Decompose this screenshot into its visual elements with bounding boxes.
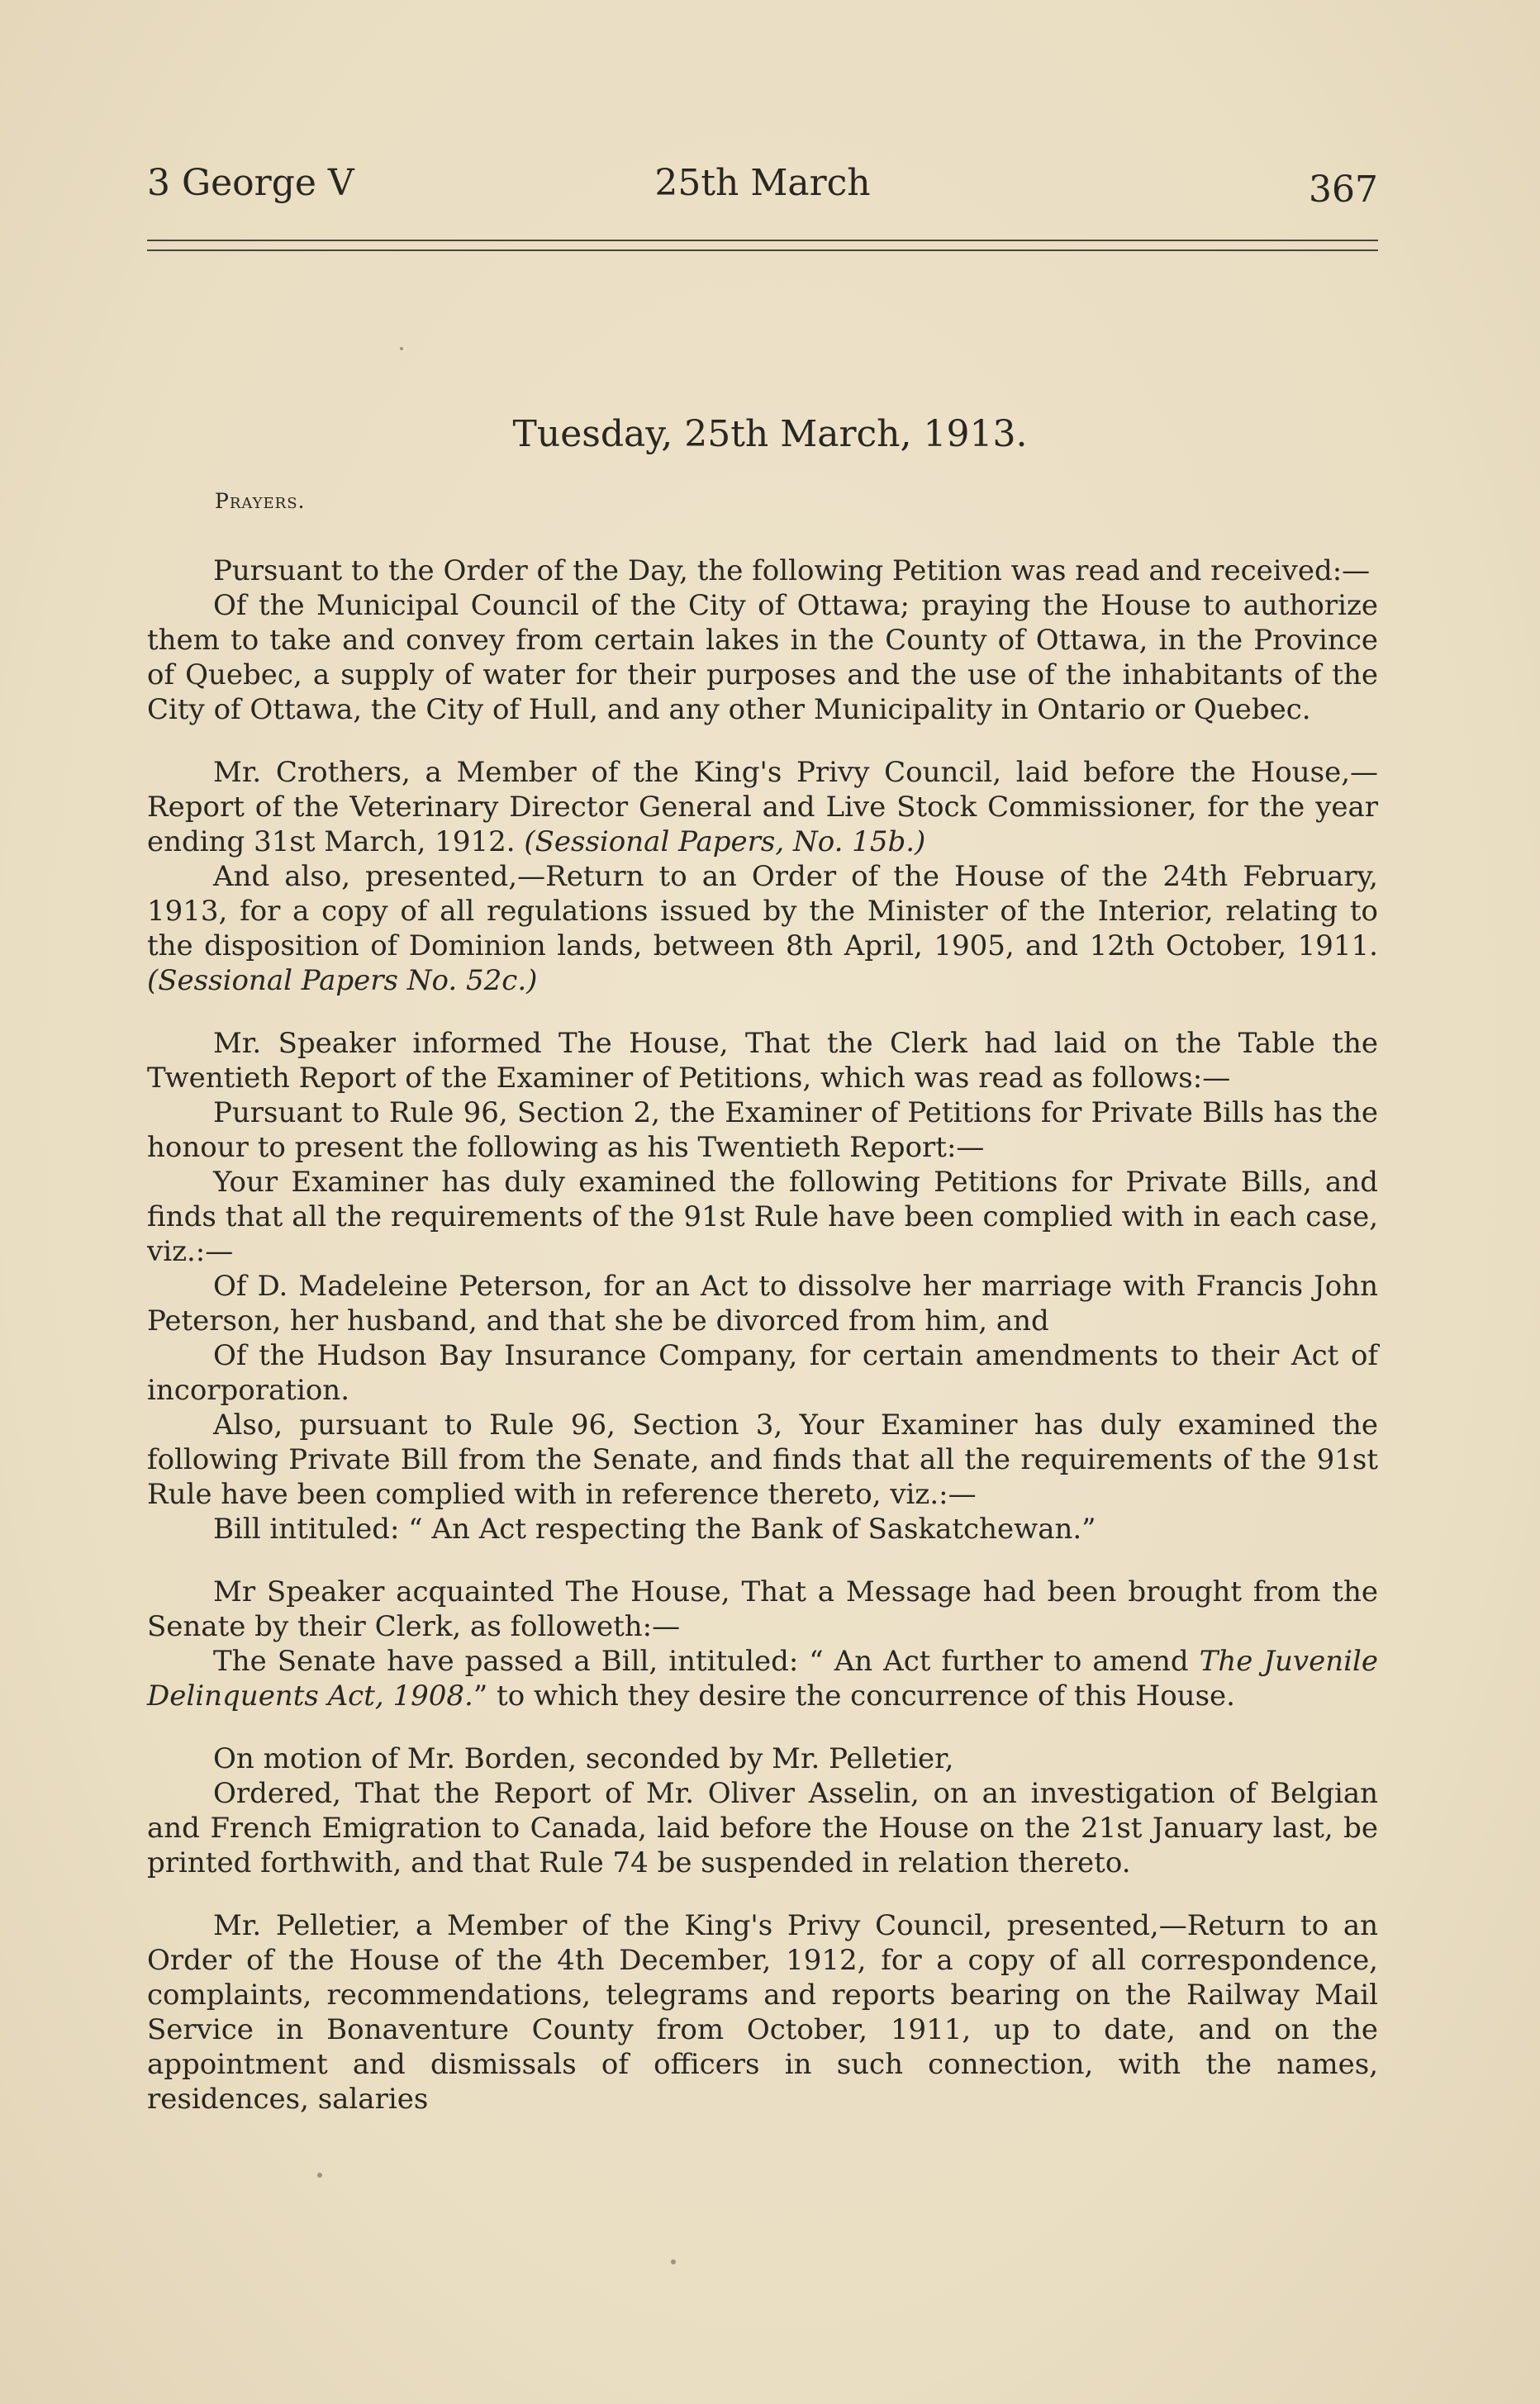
regnal-year: 3 George V (147, 162, 354, 204)
senate-bill (147, 1644, 1378, 1713)
prayers-label: Prayers. (215, 489, 306, 513)
petition-hudson-bay: Of the Hudson Bay Insurance Company, for certain amendments to their Act of incorporation. (147, 1339, 1378, 1407)
petition-peterson: Of D. Madeleine Peterson, for an Act to dissolve her marriage with Francis John Peterson, her husband, and that she be divorced from him, and (147, 1270, 1378, 1337)
day-heading: Tuesday, 25th March, 1913. (512, 413, 1028, 455)
header-date: 25th March (654, 162, 871, 204)
crothers-report (147, 755, 1378, 859)
petition-intro: Pursuant to the Order of the Day, the following Petition was read and received:— (213, 554, 1371, 587)
page-number: 367 (1309, 169, 1378, 211)
sessional-paper-ref: (Sessional Papers No. 52c.) (147, 964, 538, 997)
juvenile-act-title: The Juvenile Delinquents Act, 1908. (147, 1645, 1378, 1713)
return-dominion-lands (147, 859, 1378, 998)
header-rule-top (147, 240, 1378, 241)
petition-ottawa: Of the Municipal Council of the City of Ottawa; praying the House to authorize them to take and convey from certain lakes in the County of Ottawa, in the Province of Quebec, a supply of water for their purposes and the use of the inhabitants of the City of Ottawa, the City of Hull, and any other Municipality in Ontario or Quebec. (147, 589, 1378, 726)
senate-message: Mr Speaker acquainted The House, That a Message had been brought from the Senate by their Clerk, as followeth:— (147, 1575, 1378, 1643)
rule-96-section-2: Pursuant to Rule 96, Section 2, the Examiner of Petitions for Private Bills has the honour to present the following as his Twentieth Report:— (147, 1096, 1378, 1164)
return-dominion-lands-text: And also, presented,—Return to an Order of the House of the 24th February, 1913, for a copy of all regulations issued by the Minister of the Interior, relating to the disposition of Dominion lands, between 8th April, 1905, and 12th October, 1911. (147, 860, 1378, 962)
bill-saskatchewan: Bill intituled: “ An Act respecting the Bank of Saskatchewan.” (213, 1513, 1096, 1546)
examiner-petitions: Your Examiner has duly examined the following Petitions for Private Bills, and finds that all the requirements of the 91st Rule have been complied with in each case, viz.:— (147, 1166, 1378, 1268)
pelletier-return: Mr. Pelletier, a Member of the King's Privy Council, presented,—Return to an Order of the House of the 4th December, 1912, for a copy of all correspondence, complaints, recommendations, telegrams and reports bearing on the Railway Mail Service in Bonaventure County from October, 1911, up to date, and on the appointment and dismissals of officers in such connection, with the names, residences, salaries (147, 1909, 1378, 2116)
senate-bill-tail: ” to which they desire the concurrence of this House. (473, 1679, 1235, 1713)
speaker-report: Mr. Speaker informed The House, That the Clerk had laid on the Table the Twentieth Report of the Examiner of Petitions, which was read as follows:— (147, 1027, 1378, 1095)
header-rule-bottom (147, 249, 1378, 251)
rule-96-section-3: Also, pursuant to Rule 96, Section 3, Your Examiner has duly examined the following Private Bill from the Senate, and finds that all the requirements of the 91st Rule have been complied with in reference thereto, viz.:— (147, 1409, 1378, 1511)
paper-speck (400, 347, 403, 350)
crothers-report-text: Mr. Crothers, a Member of the King's Privy Council, laid before the House,— Report of the Veterinary Director General and Live Stock Commissioner, for the year ending 31st March, 1912. (147, 756, 1378, 858)
senate-bill-text: The Senate have passed a Bill, intituled: “ An Act further to amend (213, 1645, 1189, 1678)
paper-speck (317, 2173, 322, 2178)
journal-body (147, 553, 1378, 2117)
running-head (147, 162, 1378, 211)
order-asselin-report: Ordered, That the Report of Mr. Oliver Asselin, on an investigation of Belgian and French Emigration to Canada, laid before the House on the 21st January last, be printed forthwith, and that Rule 74 be suspended in relation thereto. (147, 1777, 1378, 1879)
motion-borden: On motion of Mr. Borden, seconded by Mr. Pelletier, (213, 1742, 954, 1775)
paper-speck (671, 2259, 676, 2264)
sessional-paper-ref: (Sessional Papers, No. 15b.) (524, 825, 926, 858)
